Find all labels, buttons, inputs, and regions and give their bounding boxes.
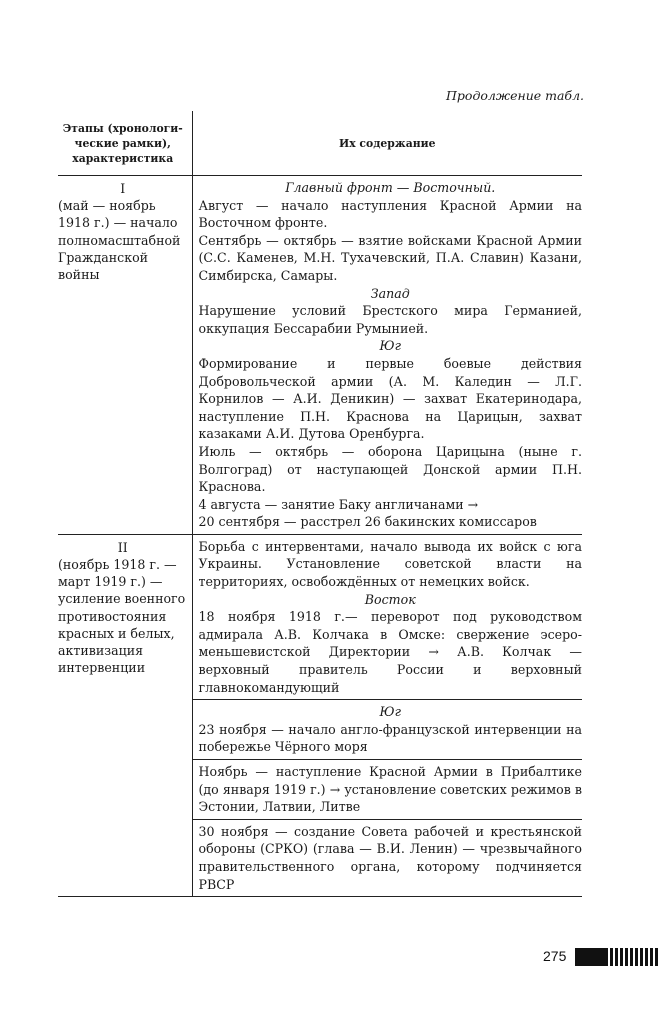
- paragraph: Нарушение условий Брестского мира Германией, оккупация Бессарабии Румынией.: [198, 303, 582, 336]
- content-cell: [193, 760, 583, 820]
- header-content: Их содержание: [192, 111, 582, 176]
- stage-2-description: (ноябрь 1918 г. — март 1919 г.) — усиление военного противостояния красных и белых, активизация интервенции: [58, 557, 186, 676]
- stage-2-content: [192, 534, 582, 896]
- section-heading-east-2: Восток: [364, 591, 416, 607]
- stage-1-label: [58, 176, 192, 535]
- table-row-stage-2: [58, 534, 582, 896]
- table-header-row: [58, 111, 582, 176]
- paragraph: 18 ноября 1918 г.— переворот под руководством адмирала А.В. Колчака в Омске: свержение эсеро-меньшевистской Директории → А.В. Колчак — верховный правитель России и верховный главнокомандующий: [198, 609, 582, 695]
- table-row-stage-1: [58, 176, 582, 535]
- paragraph: 20 сентября — расстрел 26 бакинских комиссаров: [198, 514, 537, 530]
- paragraph: 23 ноября — начало англо-французской интервенции на побережье Чёрного моря: [198, 721, 582, 755]
- page-number: 275: [543, 948, 567, 964]
- section-heading-west: Запад: [370, 285, 410, 301]
- paragraph: Июль — октябрь — оборона Царицына (ныне г. Волгоград) от наступающей Донской армии П.Н. Краснова.: [198, 443, 582, 495]
- section-heading-east: Главный фронт — Восточный.: [285, 180, 496, 195]
- header-stages: Этапы (хронологи- ческие рамки), характеристика: [58, 111, 192, 176]
- section-heading-south: Юг: [379, 338, 401, 354]
- content-cell: [193, 535, 583, 700]
- content-cell: [193, 820, 583, 896]
- paragraph: Борьба с интервентами, начало вывода их войск с юга Украины. Установление советской власти на территориях, освобождённых от немецких войск.: [198, 538, 582, 590]
- paragraph: Ноябрь — наступление Красной Армии в Прибалтике (до января 1919 г.) → установление советских режимов в Эстонии, Латвии, Литве: [198, 764, 582, 815]
- stage-2-roman: II: [117, 539, 128, 555]
- section-heading-south-2: Юг: [379, 704, 401, 720]
- paragraph: Формирование и первые боевые действия Добровольческой армии (А. М. Каледин — Л.Г. Корнилов — А.И. Деникин) — захват Екатеринодара, наступление П.Н. Краснова на Царицын, захват казаками А.И. Дутова Оренбурга.: [198, 355, 582, 442]
- page-edge-marker: [575, 948, 660, 966]
- history-table: [58, 111, 582, 897]
- content-cell: [193, 700, 583, 760]
- paragraph: Сентябрь — октябрь — взятие войсками Красной Армии (С.С. Каменев, М.Н. Тухачевский, П.А. Славин) Казани, Симбирска, Самары.: [198, 232, 582, 283]
- paragraph: 30 ноября — создание Совета рабочей и крестьянской обороны (СРКО) (глава — В.И. Ленин) — чрезвычайного правительственного органа, которому подчиняется РВСР: [198, 823, 582, 892]
- stage-1-roman: I: [120, 181, 126, 196]
- paragraph: Август — начало наступления Красной Армии на Восточном фронте.: [198, 197, 582, 231]
- table-continuation-caption: Продолжение табл.: [446, 88, 584, 103]
- stage-1-content: [192, 176, 582, 535]
- stage-2-label: [58, 534, 192, 896]
- paragraph: 4 августа — занятие Баку англичанами →: [198, 496, 479, 512]
- stage-1-description: (май — ноябрь 1918 г.) — начало полномасштабной Гражданской войны: [58, 198, 181, 283]
